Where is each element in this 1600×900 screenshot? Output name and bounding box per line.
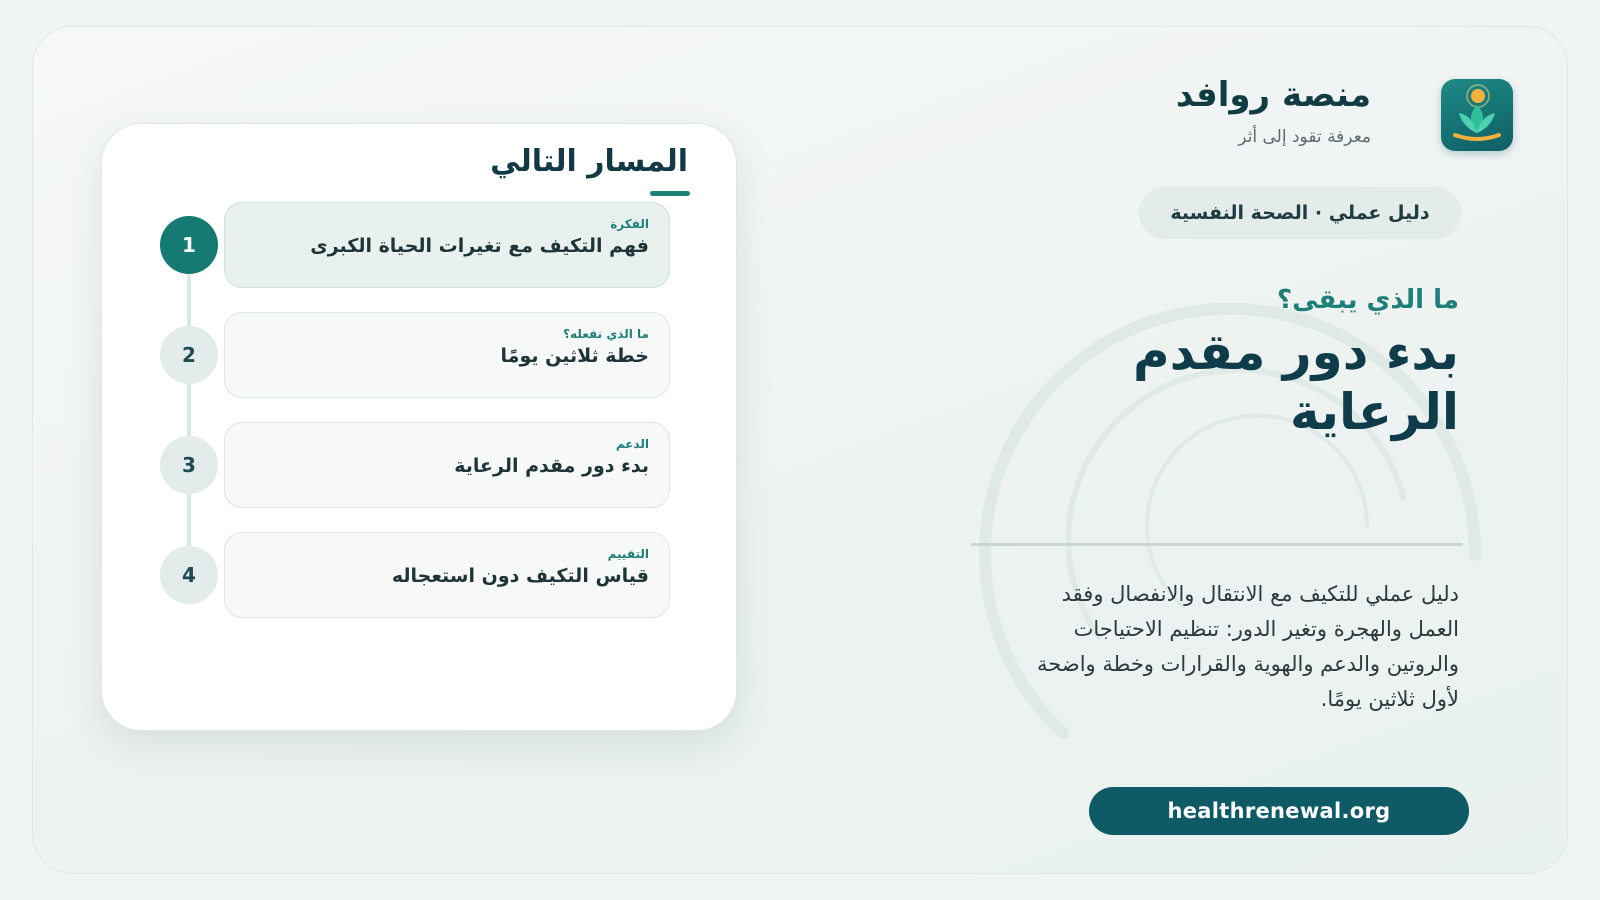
step-item-4[interactable] [224, 532, 670, 618]
step-label: التقييم [607, 547, 649, 561]
brand-tagline: معرفة تقود إلى أثر [1238, 127, 1371, 147]
lotus-sun-icon [1441, 79, 1513, 151]
step-number-3: 3 [160, 436, 218, 494]
step-item-2[interactable] [224, 312, 670, 398]
step-title: قياس التكيف دون استعجاله [391, 565, 649, 587]
step-item-1[interactable] [224, 202, 670, 288]
path-card [101, 123, 737, 731]
hero-title: بدء دور مقدم الرعاية [1132, 323, 1459, 441]
slide-frame [32, 26, 1568, 874]
step-item-3[interactable] [224, 422, 670, 508]
title-underline [650, 191, 690, 196]
step-title: بدء دور مقدم الرعاية [454, 455, 649, 477]
category-badge: دليل عملي · الصحة النفسية [1139, 187, 1461, 239]
step-title: فهم التكيف مع تغيرات الحياة الكبرى [310, 235, 649, 257]
website-link-button[interactable]: healthrenewal.org [1089, 787, 1469, 835]
step-number-2: 2 [160, 326, 218, 384]
hero-description: دليل عملي للتكيف مع الانتقال والانفصال وفقد العمل والهجرة وتغير الدور: تنظيم الاحتياجات والروتين والدعم والهوية والقرارات وخطة واضحة لأول ثلاثين يومًا. [1037, 582, 1459, 711]
brand-name: منصة روافد [1175, 75, 1371, 115]
step-label: الدعم [615, 437, 649, 451]
path-card-title: المسار التالي [490, 144, 688, 179]
step-label: الفكرة [610, 217, 649, 231]
step-label: ما الذي نفعله؟ [563, 327, 649, 341]
step-title: خطة ثلاثين يومًا [500, 345, 649, 367]
hero-eyebrow: ما الذي يبقى؟ [1277, 285, 1459, 315]
step-number-4: 4 [160, 546, 218, 604]
brand-logo-icon [1441, 79, 1513, 151]
section-divider [971, 543, 1463, 546]
step-number-1: 1 [160, 216, 218, 274]
